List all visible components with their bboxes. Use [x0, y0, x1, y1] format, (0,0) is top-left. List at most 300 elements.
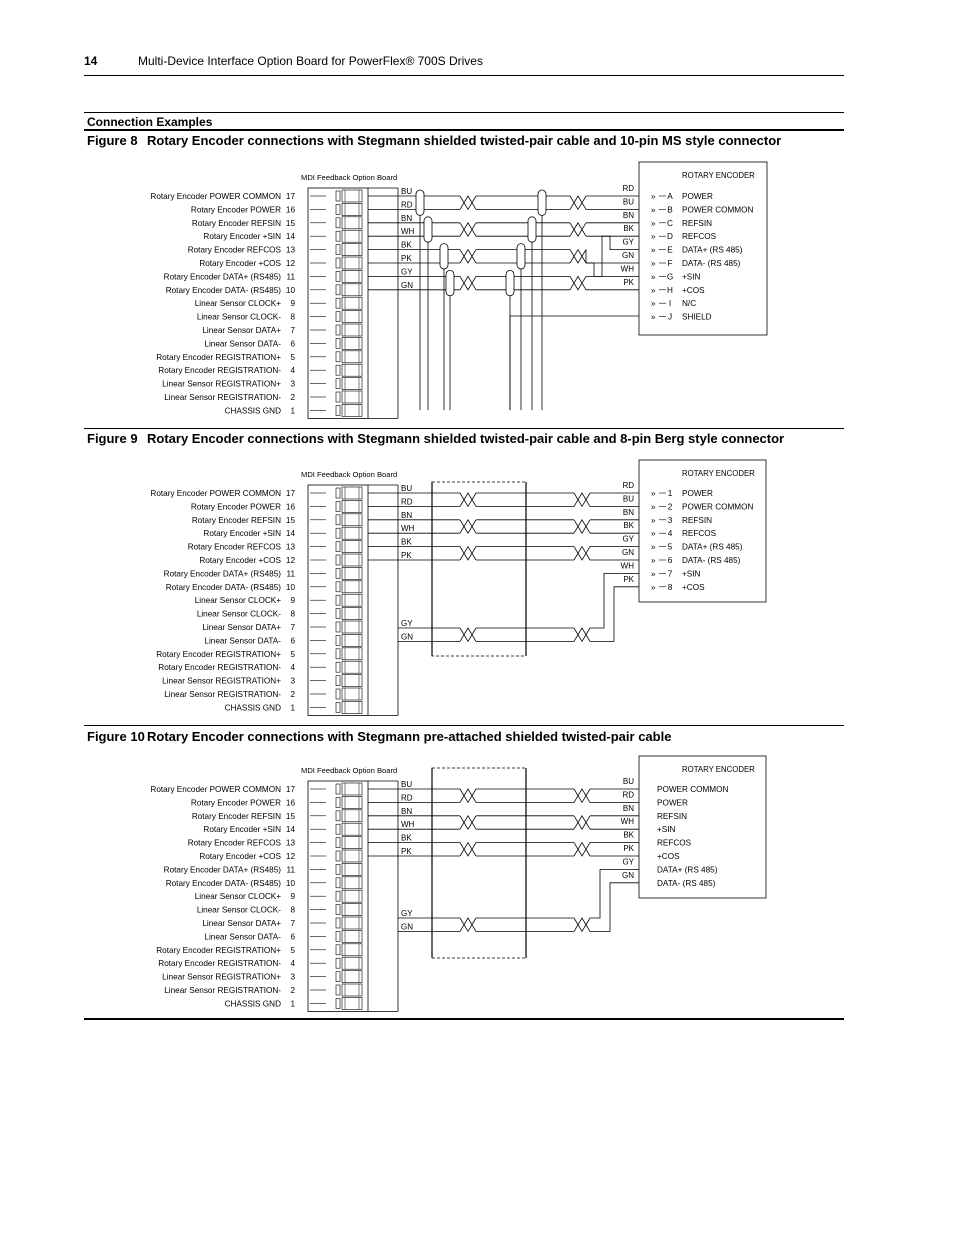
figure-8-number: Figure 8 [87, 133, 138, 148]
terminal-label: Linear Sensor DATA+ [202, 326, 281, 335]
terminal-clamp [336, 501, 340, 511]
twisted-pair-left-b [460, 493, 476, 506]
cable-shield-icon [440, 244, 448, 269]
terminal-clamp [336, 365, 340, 375]
terminal-number: 16 [285, 502, 295, 512]
terminal-clamp [336, 405, 340, 415]
terminal-clamp [336, 702, 340, 712]
terminal-clamp [336, 878, 340, 888]
twisted-pair-left-a [460, 276, 476, 289]
terminal-label: Rotary Encoder REFCOS [187, 542, 281, 552]
wire-color-label: BK [623, 830, 634, 840]
twisted-pair-left-b [460, 276, 476, 289]
terminal-number: 10 [285, 878, 295, 888]
terminal-label: Linear Sensor REGISTRATION- [164, 690, 281, 699]
cable-shield-outline [432, 482, 526, 656]
terminal-label: Linear Sensor REGISTRATION+ [162, 972, 281, 982]
twisted-pair-right-b [574, 520, 590, 533]
wire-color-label: BU [401, 187, 413, 196]
terminal-clamp [336, 824, 340, 834]
twisted-pair-right-a [574, 628, 590, 641]
terminal-number: 11 [286, 865, 295, 875]
wire-color-label: PK [401, 551, 412, 560]
wire-color-label: BN [401, 510, 413, 520]
wire-color-label: BU [622, 777, 634, 786]
encoder-pin-name: REFSIN [682, 515, 713, 525]
terminal-clamp [336, 271, 340, 281]
terminal-clamp [336, 218, 340, 228]
encoder-pin-name: POWER COMMON [657, 785, 729, 794]
encoder-pin-id: A [667, 192, 673, 201]
twisted-pair-left-a [460, 789, 476, 802]
twisted-pair-left-b [460, 547, 476, 560]
terminal-label: Rotary Encoder DATA+ (RS485) [163, 865, 281, 875]
terminal-label: Linear Sensor CLOCK- [196, 609, 281, 619]
terminal-number: 12 [285, 259, 295, 268]
wire-color-label: WH [620, 561, 634, 571]
twisted-pair-left-a [460, 493, 476, 506]
encoder-pin-id: C [667, 218, 673, 228]
page-bottom-rule [84, 1018, 844, 1020]
twisted-pair-right-a [574, 789, 590, 802]
terminal-label: Rotary Encoder DATA- (RS485) [165, 582, 281, 592]
encoder-pin-name: REFCOS [657, 838, 692, 848]
twisted-pair-left-a [460, 223, 476, 236]
terminal-number: 8 [290, 905, 295, 915]
twisted-pair-left-a [460, 520, 476, 533]
figure-9-title: Rotary Encoder connections with Stegmann shielded twisted-pair cable and 8-pin Berg style connector [147, 431, 785, 446]
terminal-label: Rotary Encoder POWER [190, 502, 281, 512]
terminal-label: Rotary Encoder REGISTRATION- [158, 959, 281, 969]
twisted-pair-right-a [574, 918, 590, 931]
wire-color-label: BK [623, 521, 634, 531]
encoder-title: ROTARY ENCODER [682, 469, 755, 478]
terminal-number: 14 [285, 529, 295, 539]
encoder-wire [590, 883, 639, 932]
twisted-pair-right-a [570, 250, 586, 263]
terminal-clamp [336, 338, 340, 348]
wire-color-label: BU [401, 780, 413, 789]
terminal-label: Rotary Encoder REGISTRATION+ [156, 352, 281, 362]
terminal-label: Rotary Encoder POWER COMMON [150, 489, 281, 498]
terminal-clamp [336, 204, 340, 214]
board-label: MDI Feedback Option Board [301, 766, 398, 775]
terminal-label: Rotary Encoder DATA+ (RS485) [163, 272, 281, 282]
encoder-pin-name: REFSIN [657, 811, 688, 821]
encoder-pin-id: 4 [667, 529, 673, 539]
wire-color-label: RD [622, 481, 634, 490]
terminal-clamp [336, 622, 340, 632]
encoder-pin-name: REFCOS [682, 529, 717, 539]
pin-arrow-icon: » [651, 502, 656, 512]
pin-arrow-icon: » [651, 218, 656, 228]
wire-color-label: GY [622, 237, 634, 247]
terminal-clamp [336, 905, 340, 915]
encoder-pin-name: +COS [682, 582, 705, 592]
terminal-number: 14 [285, 232, 295, 242]
terminal-clamp [336, 676, 340, 686]
encoder-title: ROTARY ENCODER [682, 171, 755, 180]
terminal-label: CHASSIS GND [224, 703, 281, 713]
pin-arrow-icon: » [651, 245, 656, 255]
terminal-label: Rotary Encoder REGISTRATION- [158, 663, 281, 673]
encoder-pin-id: D [667, 232, 673, 242]
encoder-pin-id: 3 [667, 515, 673, 525]
terminal-number: 1 [290, 406, 295, 416]
terminal-number: 6 [290, 932, 295, 942]
wire-color-label: BK [401, 833, 412, 843]
twisted-pair-right-b [574, 547, 590, 560]
cable-shield-icon [416, 190, 424, 215]
terminal-number: 6 [290, 636, 295, 646]
twisted-pair-right-b [570, 276, 586, 289]
wire-color-label: BK [401, 537, 412, 547]
terminal-number: 2 [290, 690, 295, 699]
terminal-clamp [336, 312, 340, 322]
terminal-number: 11 [286, 272, 295, 282]
terminal-clamp [336, 918, 340, 928]
terminal-number: 7 [290, 623, 295, 632]
terminal-number: 5 [290, 352, 295, 362]
pin-arrow-icon: » [651, 259, 656, 268]
encoder-pin-name: DATA- (RS 485) [682, 259, 741, 268]
figure-10-caption [87, 729, 671, 744]
terminal-number: 2 [290, 986, 295, 995]
wire-color-label: GY [401, 909, 413, 918]
encoder-pin-name: +COS [682, 285, 705, 295]
encoder-pin-name: REFSIN [682, 218, 713, 228]
terminal-clamp [336, 609, 340, 619]
terminal-number: 5 [290, 649, 295, 659]
twisted-pair-left-b [460, 816, 476, 829]
twisted-pair-right-a [570, 276, 586, 289]
terminal-number: 9 [290, 299, 295, 309]
terminal-number: 17 [285, 192, 295, 201]
terminal-label: Rotary Encoder +SIN [203, 825, 281, 835]
twisted-pair-right-b [574, 628, 590, 641]
figure-10-title: Rotary Encoder connections with Stegmann pre-attached shielded twisted-pair cable [147, 729, 672, 744]
terminal-number: 2 [290, 393, 295, 402]
wire-color-label: PK [401, 254, 412, 263]
terminal-number: 12 [285, 556, 295, 565]
terminal-label: CHASSIS GND [224, 406, 281, 416]
wire-color-label: PK [401, 847, 412, 856]
terminal-clamp [336, 325, 340, 335]
terminal-clamp [336, 972, 340, 982]
twisted-pair-left-b [460, 918, 476, 931]
terminal-number: 10 [285, 285, 295, 295]
twisted-pair-right-b [570, 250, 586, 263]
twisted-pair-right-a [574, 520, 590, 533]
twisted-pair-left-b [460, 223, 476, 236]
pin-arrow-icon: » [651, 529, 656, 539]
terminal-label: Linear Sensor CLOCK+ [194, 596, 281, 606]
encoder-pin-name: POWER [682, 489, 713, 498]
terminal-label: Rotary Encoder +SIN [203, 529, 281, 539]
terminal-label: Rotary Encoder REFSIN [191, 515, 281, 525]
terminal-clamp [336, 352, 340, 362]
pin-arrow-icon: » [651, 556, 656, 565]
twisted-pair-right-a [574, 547, 590, 560]
wire-color-label: WH [620, 264, 634, 274]
terminal-number: 15 [285, 515, 295, 525]
wire-color-label: BK [401, 240, 412, 250]
encoder-pin-name: DATA- (RS 485) [657, 878, 716, 888]
terminal-label: Linear Sensor REGISTRATION- [164, 393, 281, 402]
terminal-clamp [336, 515, 340, 525]
figure-10-diagram [0, 746, 954, 1018]
wire-color-label: PK [623, 574, 634, 584]
terminal-clamp [336, 958, 340, 968]
encoder-pin-name: +COS [657, 852, 680, 861]
terminal-label: Linear Sensor CLOCK- [196, 905, 281, 915]
pin-arrow-icon: » [651, 205, 656, 215]
terminal-clamp [336, 811, 340, 821]
wire-color-label: BN [401, 213, 413, 223]
terminal-number: 13 [285, 838, 295, 848]
terminal-clamp [336, 568, 340, 578]
terminal-label: Linear Sensor DATA+ [202, 623, 281, 632]
twisted-pair-right-a [574, 843, 590, 856]
wire-color-label: GY [622, 534, 634, 544]
pin-arrow-icon: » [651, 569, 656, 579]
terminal-label: Rotary Encoder REGISTRATION+ [156, 649, 281, 659]
twisted-pair-left-b [460, 628, 476, 641]
terminal-number: 4 [290, 959, 295, 969]
terminal-clamp [336, 379, 340, 389]
terminal-number: 7 [290, 326, 295, 335]
encoder-pin-id: H [667, 285, 673, 295]
terminal-clamp [336, 231, 340, 241]
terminal-label: Linear Sensor REGISTRATION+ [162, 676, 281, 686]
wire-color-label: GY [401, 619, 413, 628]
section-rule-top [84, 112, 844, 113]
board-label: MDI Feedback Option Board [301, 470, 398, 479]
terminal-label: CHASSIS GND [224, 999, 281, 1009]
terminal-label: Linear Sensor REGISTRATION+ [162, 379, 281, 389]
terminal-clamp [336, 851, 340, 861]
terminal-clamp [336, 864, 340, 874]
encoder-pin-id: J [667, 312, 673, 322]
terminal-number: 9 [290, 892, 295, 902]
terminal-number: 8 [290, 609, 295, 619]
terminal-label: Linear Sensor DATA- [204, 339, 281, 349]
twisted-pair-left-b [460, 843, 476, 856]
encoder-pin-id: I [668, 299, 672, 309]
terminal-clamp [336, 555, 340, 565]
wire-color-label: WH [401, 820, 415, 830]
cable-shield-icon [538, 190, 546, 215]
terminal-label: Rotary Encoder +COS [199, 852, 281, 861]
pin-arrow-icon: » [651, 515, 656, 525]
twisted-pair-left-b [460, 196, 476, 209]
terminal-number: 12 [285, 852, 295, 861]
encoder-pin-name: POWER [657, 798, 688, 808]
terminal-clamp [336, 649, 340, 659]
cable-shield-icon [506, 270, 514, 295]
terminal-label: Rotary Encoder POWER COMMON [150, 192, 281, 201]
figure-9-diagram [0, 450, 954, 722]
pin-arrow-icon: » [651, 285, 656, 295]
twisted-pair-right-b [570, 223, 586, 236]
encoder-pin-name: +SIN [657, 825, 676, 835]
terminal-clamp [336, 488, 340, 498]
terminal-number: 5 [290, 945, 295, 955]
encoder-pin-id: 2 [667, 502, 673, 512]
terminal-number: 15 [285, 218, 295, 228]
wire-color-label: BU [622, 197, 634, 207]
terminal-label: Rotary Encoder DATA- (RS485) [165, 285, 281, 295]
terminal-clamp [336, 595, 340, 605]
terminal-clamp [336, 797, 340, 807]
twisted-pair-left-b [460, 520, 476, 533]
terminal-number: 7 [290, 919, 295, 928]
terminal-label: Linear Sensor REGISTRATION- [164, 986, 281, 995]
figure-10-number: Figure 10 [87, 729, 145, 744]
twisted-pair-right-a [574, 493, 590, 506]
terminal-label: Rotary Encoder REFSIN [191, 218, 281, 228]
terminal-clamp [336, 298, 340, 308]
pin-arrow-icon: » [651, 299, 656, 309]
page-number: 14 [84, 54, 98, 68]
terminal-number: 17 [285, 785, 295, 794]
header-rule [84, 75, 844, 76]
encoder-pin-name: DATA+ (RS 485) [657, 865, 718, 875]
terminal-clamp [336, 258, 340, 268]
wire-color-label: GN [622, 251, 634, 260]
terminal-clamp [336, 392, 340, 402]
terminal-number: 3 [290, 379, 295, 389]
wire-color-label: PK [623, 844, 634, 853]
encoder-pin-id: 6 [667, 556, 673, 565]
encoder-pin-name: POWER [682, 192, 713, 201]
terminal-number: 15 [285, 811, 295, 821]
wire-color-label: WH [620, 817, 634, 827]
terminal-label: Linear Sensor DATA- [204, 932, 281, 942]
twisted-pair-left-a [460, 918, 476, 931]
encoder-pin-name: POWER COMMON [682, 502, 754, 512]
figure-8-diagram [0, 150, 954, 425]
terminal-label: Rotary Encoder POWER [190, 798, 281, 808]
encoder-pin-name: REFCOS [682, 232, 717, 242]
terminal-number: 3 [290, 676, 295, 686]
twisted-pair-left-a [460, 628, 476, 641]
terminal-number: 16 [285, 205, 295, 215]
figure-9-caption [87, 431, 784, 446]
section-rule-bottom [84, 129, 844, 131]
terminal-clamp [336, 191, 340, 201]
terminal-label: Rotary Encoder DATA- (RS485) [165, 878, 281, 888]
terminal-label: Linear Sensor CLOCK- [196, 312, 281, 322]
figure-8-rule [84, 428, 844, 429]
terminal-label: Rotary Encoder POWER COMMON [150, 785, 281, 794]
terminal-clamp [336, 945, 340, 955]
terminal-clamp [336, 528, 340, 538]
wire-color-label: BN [401, 806, 413, 816]
encoder-wire [590, 587, 639, 642]
twisted-pair-left-b [460, 250, 476, 263]
encoder-pin-id: 5 [667, 542, 673, 552]
terminal-clamp [336, 635, 340, 645]
figure-9-rule [84, 725, 844, 726]
twisted-pair-left-a [460, 547, 476, 560]
twisted-pair-left-a [460, 250, 476, 263]
twisted-pair-right-a [570, 223, 586, 236]
terminal-number: 11 [286, 569, 295, 579]
wire-color-label: RD [401, 497, 413, 507]
wire-color-label: BK [623, 224, 634, 234]
terminal-clamp [336, 838, 340, 848]
twisted-pair-right-b [574, 493, 590, 506]
wire-color-label: BN [622, 210, 634, 220]
encoder-pin-name: POWER COMMON [682, 205, 754, 215]
encoder-pin-name: DATA+ (RS 485) [682, 542, 743, 552]
terminal-label: Linear Sensor DATA+ [202, 919, 281, 928]
wire-color-label: RD [401, 793, 413, 803]
wire-color-label: RD [401, 200, 413, 210]
wire-color-label: GY [401, 267, 413, 277]
wire-color-label: PK [623, 277, 634, 287]
terminal-number: 13 [285, 245, 295, 255]
figure-8-title: Rotary Encoder connections with Stegmann shielded twisted-pair cable and 10-pin MS style connector [147, 133, 782, 148]
terminal-number: 8 [290, 312, 295, 322]
encoder-pin-name: DATA+ (RS 485) [682, 245, 743, 255]
running-title: Multi-Device Interface Option Board for PowerFlex® 700S Drives [138, 54, 483, 68]
terminal-clamp [336, 931, 340, 941]
wire-color-label: GN [622, 548, 634, 557]
pin-arrow-icon: » [651, 232, 656, 242]
terminal-number: 4 [290, 663, 295, 673]
encoder-pin-id: E [667, 245, 673, 255]
twisted-pair-left-a [460, 843, 476, 856]
twisted-pair-right-b [574, 789, 590, 802]
terminal-clamp [336, 542, 340, 552]
terminal-number: 3 [290, 972, 295, 982]
terminal-clamp [336, 245, 340, 255]
terminal-clamp [336, 784, 340, 794]
terminal-label: Rotary Encoder REFCOS [187, 245, 281, 255]
terminal-clamp [336, 985, 340, 995]
encoder-pin-id: F [667, 259, 673, 268]
terminal-label: Rotary Encoder REGISTRATION+ [156, 945, 281, 955]
terminal-clamp [336, 582, 340, 592]
terminal-number: 9 [290, 596, 295, 606]
encoder-title: ROTARY ENCODER [682, 765, 755, 774]
twisted-pair-left-b [460, 789, 476, 802]
section-heading: Connection Examples [87, 115, 213, 129]
wire-color-label: RD [622, 184, 634, 193]
encoder-pin-name: DATA- (RS 485) [682, 556, 741, 565]
terminal-label: Rotary Encoder REFSIN [191, 811, 281, 821]
encoder-pin-id: 8 [667, 582, 673, 592]
wire-color-label: BU [622, 494, 634, 504]
terminal-number: 1 [290, 999, 295, 1009]
figure-9-number: Figure 9 [87, 431, 138, 446]
terminal-number: 6 [290, 339, 295, 349]
terminal-number: 16 [285, 798, 295, 808]
terminal-label: Rotary Encoder +SIN [203, 232, 281, 242]
terminal-clamp [336, 998, 340, 1008]
pin-arrow-icon: » [651, 272, 656, 282]
terminal-label: Rotary Encoder +COS [199, 259, 281, 268]
terminal-clamp [336, 285, 340, 295]
wire-color-label: WH [401, 227, 415, 237]
twisted-pair-left-a [460, 816, 476, 829]
wire-color-label: BU [401, 484, 413, 493]
pin-arrow-icon: » [651, 312, 656, 322]
wire-color-label: GY [622, 857, 634, 867]
terminal-label: Linear Sensor CLOCK+ [194, 892, 281, 902]
